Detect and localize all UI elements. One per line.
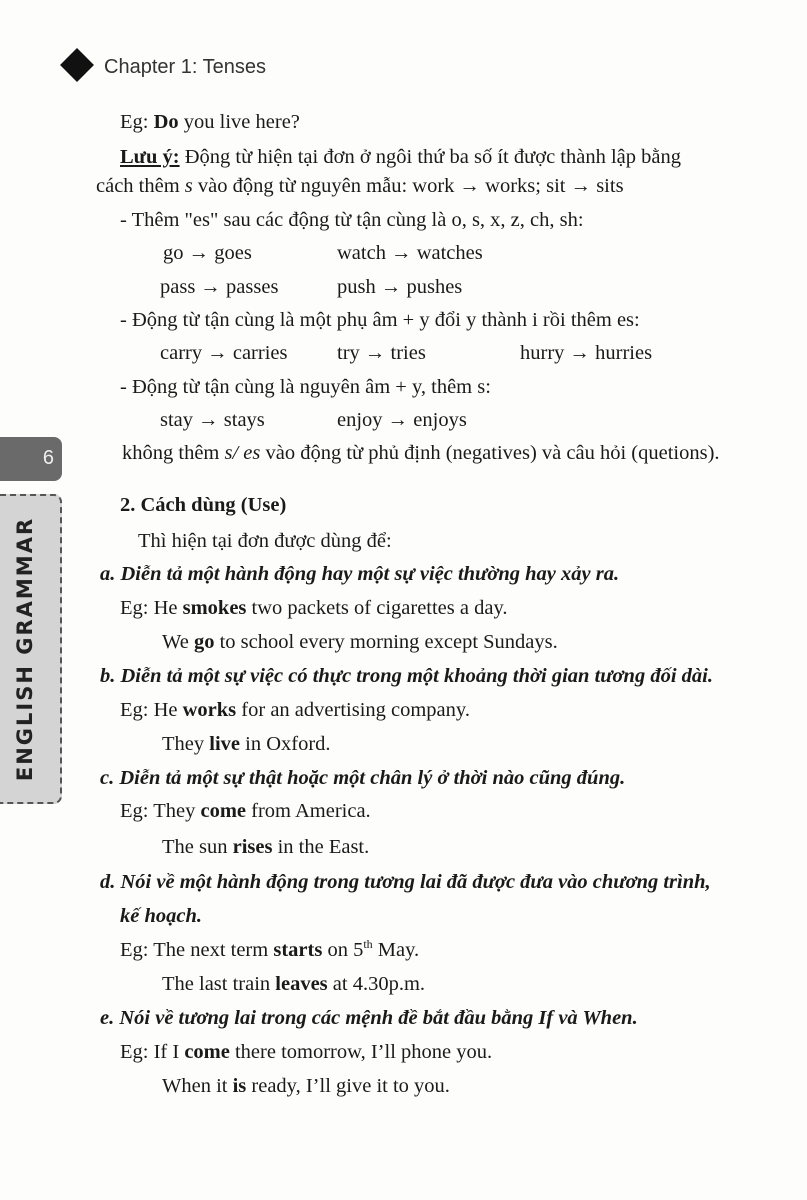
bold-text: c. Diễn tả một sự thật hoặc một chân lý ở thời nào cũng đúng. <box>100 767 626 789</box>
bold-text: Do <box>153 111 179 133</box>
text-segment: two packets of cigarettes a day. <box>246 597 508 619</box>
bold-text: is <box>232 1075 247 1097</box>
example-line <box>120 938 419 962</box>
example-line <box>162 835 369 859</box>
bold-text: kế hoạch. <box>120 905 202 927</box>
bold-text: smokes <box>182 597 247 619</box>
text-segment: watch → watches <box>337 242 483 264</box>
text-segment: you live here? <box>178 111 300 133</box>
bold-text: e. Nói về tương lai trong các mệnh đề bắt đầu bằng If và When. <box>100 1007 638 1029</box>
text-segment: Eg: <box>120 111 154 133</box>
section-heading <box>120 493 286 517</box>
usage-heading <box>100 562 619 586</box>
example-line <box>162 1074 450 1098</box>
note-line <box>120 145 681 169</box>
text-segment: Eg: They <box>120 800 201 822</box>
intro-line <box>138 529 392 553</box>
text-segment: stay → stays <box>160 409 265 431</box>
text-segment: They <box>162 733 210 755</box>
verb-example <box>520 341 652 365</box>
text-segment: When it <box>162 1075 233 1097</box>
bold-text: d. Nói về một hành động trong tương lai đã được đưa vào chương trình, <box>100 871 711 893</box>
text-segment: - Động từ tận cùng là nguyên âm + y, thêm s: <box>120 376 491 398</box>
text-segment: Eg: He <box>120 699 183 721</box>
bold-text: leaves <box>275 973 328 995</box>
text-segment: to school every morning except Sundays. <box>214 631 558 653</box>
text-segment: pass → passes <box>160 276 279 298</box>
text-segment: push → pushes <box>337 276 463 298</box>
verb-example <box>163 241 252 265</box>
example-line <box>162 972 425 996</box>
page-number-tab <box>0 437 62 481</box>
chapter-diamond-icon <box>60 48 94 82</box>
text-segment: in Oxford. <box>240 733 331 755</box>
bold-text: come <box>184 1041 230 1063</box>
rule-line <box>120 208 584 232</box>
usage-heading <box>100 1006 638 1030</box>
verb-example <box>337 341 426 365</box>
example-line <box>120 698 470 722</box>
usage-heading <box>100 664 713 688</box>
text-segment: The last train <box>162 973 276 995</box>
usage-heading <box>120 904 202 928</box>
bold-text: rises <box>232 836 273 858</box>
verb-example <box>337 408 467 432</box>
text-segment: vào động từ phủ định (negatives) và câu hỏi (quetions). <box>260 442 720 464</box>
bold-text: 2. Cách dùng (Use) <box>120 494 287 516</box>
text-segment: there tomorrow, I’ll phone you. <box>229 1041 493 1063</box>
text-segment: enjoy → enjoys <box>337 409 467 431</box>
text-segment: vào động từ nguyên mẫu: work → works; sit → sits <box>192 175 624 197</box>
text-segment: ready, I’ll give it to you. <box>246 1075 450 1097</box>
verb-example <box>337 241 483 265</box>
text-segment: th <box>363 937 373 952</box>
example-line <box>162 732 331 756</box>
text-segment: Lưu ý: <box>120 146 180 168</box>
verb-example <box>337 275 462 299</box>
verb-example <box>160 408 265 432</box>
text-segment: s <box>184 175 193 197</box>
text-segment: - Thêm "es" sau các động từ tận cùng là o, s, x, z, ch, sh: <box>120 209 584 231</box>
text-segment: in the East. <box>272 836 370 858</box>
text-segment: from America. <box>246 800 371 822</box>
text-segment: Eg: The next term <box>120 939 274 961</box>
chapter-title: Chapter 1: Tenses <box>104 56 266 78</box>
example-line <box>120 1040 492 1064</box>
example-line <box>120 110 300 134</box>
bold-text: starts <box>273 939 323 961</box>
text-segment: May. <box>372 939 420 961</box>
rule-line <box>120 375 491 399</box>
text-segment: Động từ hiện tại đơn ở ngôi thứ ba số ít được thành lập bằng <box>179 146 681 168</box>
book-label: ENGLISH GRAMMAR <box>13 516 37 782</box>
text-segment: hurry → hurries <box>520 342 653 364</box>
text-segment: carry → carries <box>160 342 288 364</box>
text-segment: không thêm <box>122 442 225 464</box>
text-segment: - Động từ tận cùng là một phụ âm + y đổi y thành i rồi thêm es: <box>120 309 640 331</box>
text-segment: Eg: If I <box>120 1041 185 1063</box>
bold-text: go <box>193 631 215 653</box>
rule-line <box>122 441 720 465</box>
usage-heading <box>100 766 625 790</box>
example-line <box>120 799 371 823</box>
text-segment: The sun <box>162 836 233 858</box>
example-line <box>162 630 558 654</box>
text-segment: try → tries <box>337 342 426 364</box>
rule-line <box>120 308 640 332</box>
text-segment: cách thêm <box>96 175 185 197</box>
text-segment: Eg: He <box>120 597 183 619</box>
text-segment: s/ es <box>224 442 261 464</box>
page-number: 6 <box>42 447 54 469</box>
text-segment: Thì hiện tại đơn được dùng để: <box>138 530 392 552</box>
bold-text: works <box>182 699 237 721</box>
example-line <box>120 596 508 620</box>
text-segment: go → goes <box>163 242 252 264</box>
usage-heading <box>100 870 711 894</box>
text-segment: on 5 <box>322 939 364 961</box>
text-segment: for an advertising company. <box>236 699 470 721</box>
text-segment: at 4.30p.m. <box>327 973 426 995</box>
text-segment: We <box>162 631 194 653</box>
verb-example <box>160 341 287 365</box>
verb-example <box>160 275 278 299</box>
note-line <box>96 174 624 198</box>
bold-text: come <box>200 800 246 822</box>
book-side-tab <box>0 494 62 804</box>
bold-text: live <box>209 733 240 755</box>
bold-text: b. Diễn tả một sự việc có thực trong một khoảng thời gian tương đối dài. <box>100 665 713 687</box>
bold-text: a. Diễn tả một hành động hay một sự việc thường hay xảy ra. <box>100 563 620 585</box>
